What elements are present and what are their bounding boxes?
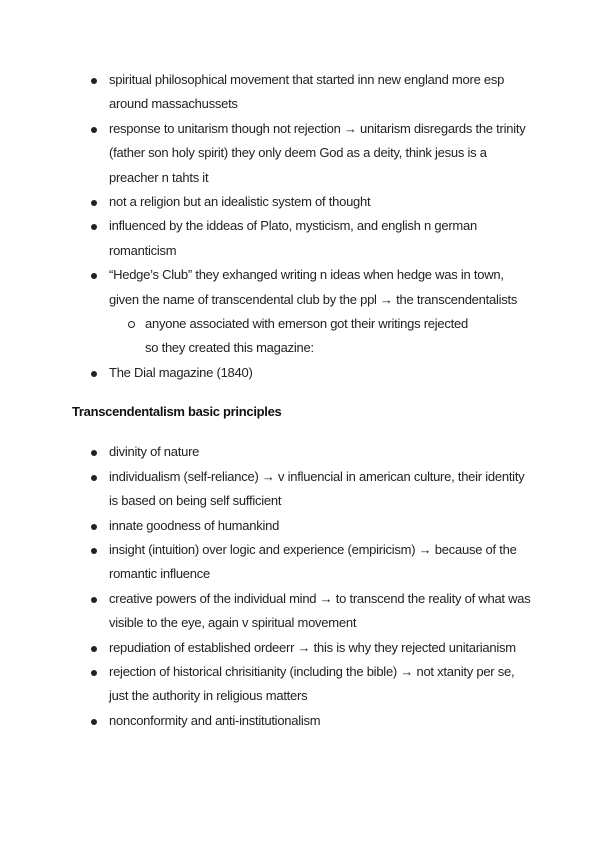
list-item-text: insight (intuition) over logic and experience (empiricism) → because of the romantic influence — [109, 541, 517, 582]
list-item — [0, 660, 600, 709]
list-item — [0, 214, 600, 263]
list-item-text: “Hedge’s Club” they exhanged writing n ideas when hedge was in town, given the name of transcendental club by the ppl → the transcendentalists — [109, 267, 518, 307]
list-item-text: spiritual philosophical movement that started inn new england more esp around massachussets — [109, 72, 505, 112]
list-item — [0, 190, 600, 214]
section-heading: Transcendentalism basic principles — [72, 404, 282, 420]
bullet-icon — [91, 475, 97, 481]
list-item — [0, 68, 600, 117]
list-item-text: not a religion but an idealistic system of thought — [109, 194, 371, 210]
list-item — [0, 465, 600, 514]
bullet-icon — [91, 78, 97, 84]
nested-bullet-list — [109, 312, 534, 361]
list-item-text: repudiation of established ordeerr → this is why they rejected unitarianism — [109, 639, 516, 655]
list-item — [0, 440, 600, 464]
list-item-text: rejection of historical chrisitianity (including the bible) → not xtanity per se, just the authority in religious matters — [109, 663, 515, 704]
list-item — [0, 636, 600, 660]
sub-list-item — [0, 312, 534, 361]
bullet-icon — [91, 371, 97, 377]
list-item-text: nonconformity and anti-institutionalism — [109, 712, 321, 728]
bullet-icon — [91, 224, 97, 230]
bullet-icon — [91, 719, 97, 725]
list-item — [0, 538, 600, 587]
bullet-icon — [91, 127, 97, 133]
bullet-icon — [91, 273, 97, 279]
list-item-text: individualism (self-reliance) → v influencial in american culture, their identity is based on being self sufficient — [109, 468, 525, 509]
list-item — [0, 117, 600, 190]
bullet-icon — [91, 524, 97, 530]
list-item-text: influenced by the iddeas of Plato, mysticism, and english n german romanticism — [109, 218, 477, 258]
list-item-text: The Dial magazine (1840) — [109, 364, 253, 380]
bullet-icon — [91, 646, 97, 652]
bullet-icon — [91, 597, 97, 603]
principles-bullet-list — [0, 440, 600, 733]
bullet-icon — [91, 200, 97, 206]
list-item-text: divinity of nature — [109, 444, 200, 460]
bullet-icon — [91, 450, 97, 456]
bullet-icon — [91, 548, 97, 554]
list-item — [0, 514, 600, 538]
list-item-text: creative powers of the individual mind → to transcend the reality of what was visible to the eye, again v spiritual movement — [109, 590, 531, 631]
list-item — [0, 709, 600, 733]
list-item — [0, 361, 600, 385]
intro-bullet-list — [0, 68, 600, 385]
sub-list-item-text: anyone associated with emerson got their writings rejected so they created this magazine: — [145, 316, 468, 356]
list-item-text: response to unitarism though not rejection → unitarism disregards the trinity (father son holy spirit) they only deem God as a deity, think jesus is a preacher n tahts it — [109, 120, 526, 185]
list-item — [0, 587, 600, 636]
list-item-text: innate goodness of humankind — [109, 517, 280, 533]
hollow-bullet-icon — [128, 321, 135, 328]
bullet-icon — [91, 670, 97, 676]
list-item — [0, 263, 600, 361]
